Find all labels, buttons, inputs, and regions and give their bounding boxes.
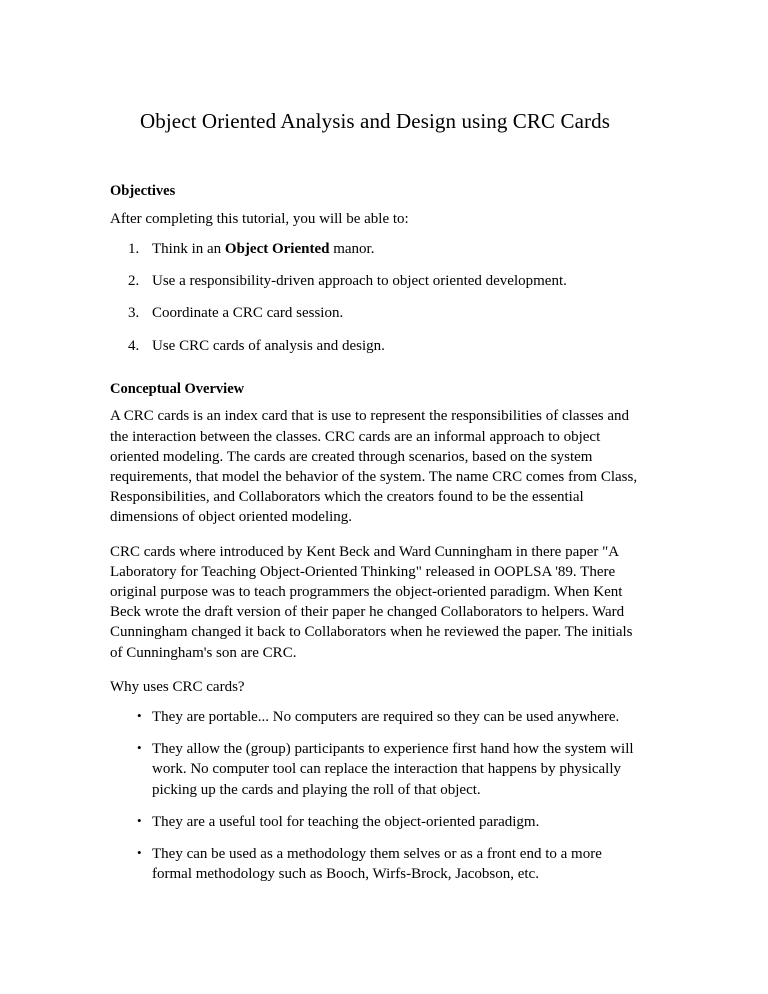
page-title: Object Oriented Analysis and Design using CRC Cards — [140, 109, 610, 133]
bullet-icon: • — [137, 708, 142, 724]
list-item-text: They are portable... No computers are required so they can be used anywhere. — [152, 709, 620, 726]
list-item-text: They are a useful tool for teaching the object-oriented paradigm. — [152, 813, 540, 830]
list-item — [110, 844, 640, 884]
list-marker: 1. — [128, 241, 140, 258]
list-item-text: They can be used as a methodology them selves or as a front end to a more formal methodology such as Booch, Wirfs-Brock, Jacobson, etc. — [152, 846, 602, 883]
objectives-intro: After completing this tutorial, you will be able to: — [110, 210, 409, 227]
benefits-list — [110, 707, 640, 884]
overview-paragraph-1: A CRC cards is an index card that is use to represent the responsibilities of classes and the interaction between the classes. CRC cards are an informal approach to object oriented modeling. The cards are created through scenarios, based on the system requirements, that model the behavior of the system. The name CRC comes from Class, Responsibilities, and Collaborators which the creators found to be the essential dimensions of object oriented modeling. — [110, 408, 638, 526]
list-item-text-bold: Object Oriented — [224, 241, 330, 258]
list-item-text-post: manor. — [329, 241, 375, 258]
list-item — [110, 271, 640, 291]
list-marker: 4. — [128, 337, 140, 354]
overview-paragraph-2: CRC cards where introduced by Kent Beck and Ward Cunningham in there paper "A Laboratory for Teaching Object-Oriented Thinking" released in OOPLSA '89. There original purpose was to teach programmers the object-oriented paradigm. When Kent Beck wrote the draft version of their paper he changed Collaborators to helpers. Ward Cunningham changed it back to Collaborators when he reviewed the paper. The initials of Cunningham's son are CRC. — [110, 543, 633, 661]
list-marker: 3. — [128, 305, 140, 322]
bullet-icon: • — [137, 812, 142, 828]
overview-question: Why uses CRC cards? — [110, 678, 245, 695]
list-item-text: Use a responsibility-driven approach to object oriented development. — [152, 273, 567, 290]
list-item — [110, 336, 640, 356]
list-item-text — [152, 241, 374, 257]
objectives-list — [110, 239, 640, 356]
list-item-text: Use CRC cards of analysis and design. — [152, 337, 385, 354]
list-item — [110, 303, 640, 323]
list-item — [110, 707, 640, 727]
bullet-icon: • — [137, 845, 142, 861]
list-item — [110, 739, 640, 800]
bullet-icon: • — [137, 740, 142, 756]
list-marker: 2. — [128, 273, 140, 290]
list-item-text-pre: Think in an — [152, 241, 225, 258]
list-item — [110, 812, 640, 832]
objectives-heading: Objectives — [110, 183, 176, 200]
objectives-section — [110, 182, 640, 356]
list-item-text: They allow the (group) participants to experience first hand how the system will work. No computer tool can replace the interaction that happens by physically picking up the cards and playing the roll of that object. — [152, 741, 634, 798]
list-item — [110, 239, 640, 259]
conceptual-overview-section — [110, 380, 640, 885]
list-item-text: Coordinate a CRC card session. — [152, 305, 344, 322]
conceptual-overview-heading: Conceptual Overview — [110, 380, 245, 397]
